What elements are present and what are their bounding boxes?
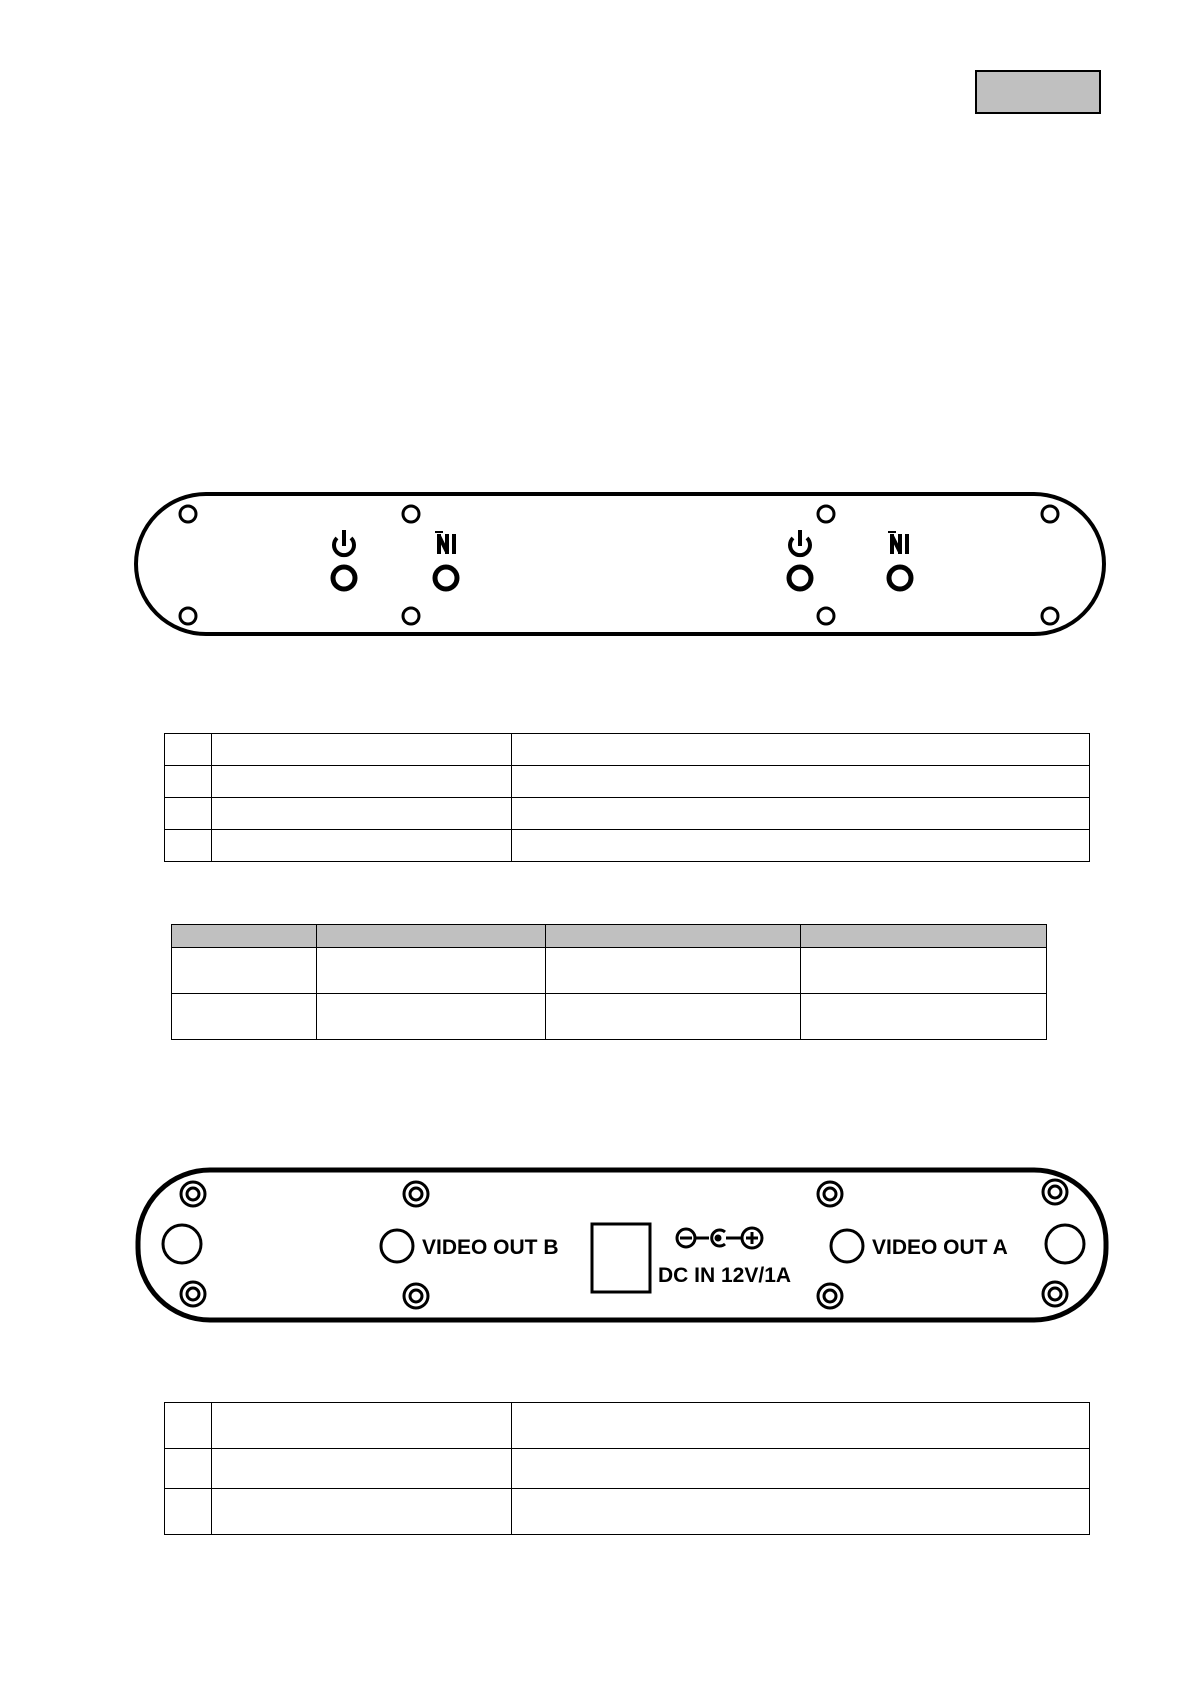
table-cell bbox=[317, 994, 546, 1040]
video-led bbox=[889, 567, 911, 589]
table-cell bbox=[165, 830, 212, 862]
table-cell bbox=[212, 766, 512, 798]
screw-hole bbox=[818, 506, 834, 522]
table-cell bbox=[165, 766, 212, 798]
table-header-cell bbox=[801, 925, 1047, 948]
table-cell bbox=[165, 1449, 212, 1489]
screw-hole bbox=[180, 506, 196, 522]
table-row bbox=[165, 1489, 1090, 1535]
table-cell bbox=[212, 798, 512, 830]
screw-hole bbox=[403, 506, 419, 522]
table-cell bbox=[512, 1403, 1090, 1449]
table-header-cell bbox=[172, 925, 317, 948]
table-row bbox=[165, 734, 1090, 766]
table-cell bbox=[212, 830, 512, 862]
table-row bbox=[172, 948, 1047, 994]
video-out-b-label: VIDEO OUT B bbox=[422, 1236, 559, 1259]
table-cell bbox=[512, 734, 1090, 766]
power-led bbox=[789, 567, 811, 589]
rear-panel-diagram bbox=[130, 1166, 1115, 1326]
table-cell bbox=[165, 798, 212, 830]
table-cell bbox=[172, 948, 317, 994]
table-cell bbox=[212, 1489, 512, 1535]
table-cell bbox=[317, 948, 546, 994]
table-cell bbox=[512, 798, 1090, 830]
table-row bbox=[165, 830, 1090, 862]
power-led bbox=[333, 567, 355, 589]
video-signal-icon bbox=[888, 532, 907, 554]
language-tab bbox=[975, 70, 1101, 114]
video-signal-icon bbox=[435, 532, 454, 554]
table-cell bbox=[512, 1449, 1090, 1489]
table-cell bbox=[512, 1489, 1090, 1535]
table-row bbox=[165, 766, 1090, 798]
table-row bbox=[165, 1403, 1090, 1449]
front-panel-diagram bbox=[130, 490, 1110, 640]
front-panel-table bbox=[164, 733, 1090, 862]
screw-hole bbox=[1042, 506, 1058, 522]
video-out-b-jack bbox=[381, 1230, 413, 1262]
power-icon bbox=[334, 530, 354, 555]
table-cell bbox=[165, 1489, 212, 1535]
table-row bbox=[165, 798, 1090, 830]
table-cell bbox=[165, 734, 212, 766]
rear-panel-table bbox=[164, 1402, 1090, 1535]
table-cell bbox=[546, 948, 801, 994]
table-row bbox=[172, 994, 1047, 1040]
screw-hole bbox=[818, 608, 834, 624]
table-row bbox=[165, 1449, 1090, 1489]
mounting-hole bbox=[1046, 1225, 1084, 1263]
table-header-cell bbox=[317, 925, 546, 948]
table-cell bbox=[212, 1449, 512, 1489]
table-cell bbox=[512, 766, 1090, 798]
table-cell bbox=[801, 994, 1047, 1040]
dc-polarity-icon bbox=[677, 1228, 762, 1248]
table-header-row bbox=[172, 925, 1047, 948]
table-header-cell bbox=[546, 925, 801, 948]
table-cell bbox=[212, 734, 512, 766]
screw-hole bbox=[1042, 608, 1058, 624]
table-cell bbox=[546, 994, 801, 1040]
table-cell bbox=[512, 830, 1090, 862]
screw-holes bbox=[180, 506, 1058, 624]
table-cell bbox=[165, 1403, 212, 1449]
dc-jack bbox=[592, 1224, 650, 1292]
table-cell bbox=[212, 1403, 512, 1449]
power-icon bbox=[790, 530, 810, 555]
video-out-a-label: VIDEO OUT A bbox=[872, 1236, 1008, 1259]
table-cell bbox=[172, 994, 317, 1040]
table-cell bbox=[801, 948, 1047, 994]
screw-hole bbox=[180, 608, 196, 624]
dc-in-label: DC IN 12V/1A bbox=[658, 1264, 792, 1287]
screw-hole bbox=[403, 608, 419, 624]
video-out-a-jack bbox=[831, 1230, 863, 1262]
mounting-hole bbox=[163, 1225, 201, 1263]
led-status-table bbox=[171, 924, 1047, 1040]
video-led bbox=[435, 567, 457, 589]
